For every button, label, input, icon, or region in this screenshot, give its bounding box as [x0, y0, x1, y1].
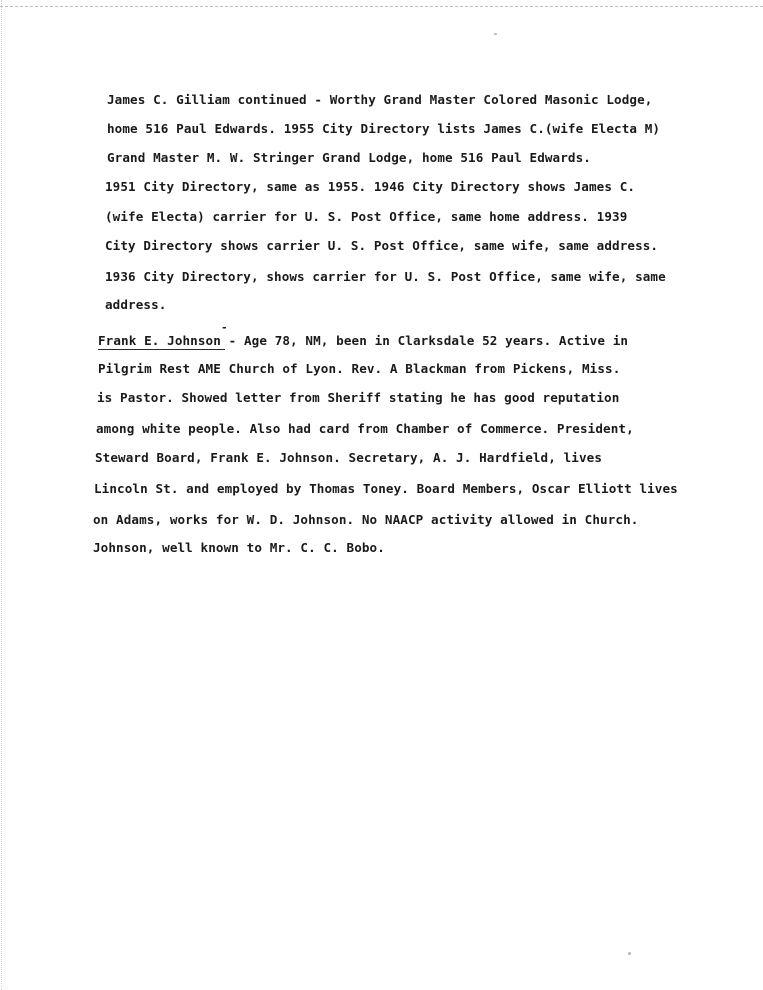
text-line: Pilgrim Rest AME Church of Lyon. Rev. A Blackman from Pickens, Miss. [98, 361, 621, 376]
text-line: address. [105, 297, 167, 312]
text-line: James C. Gilliam continued - Worthy Grand Master Colored Masonic Lodge, [107, 92, 653, 107]
text-line-rest: - Age 78, NM, been in Clarksdale 52 years. Active in [220, 333, 629, 348]
caret-insert-icon: - [221, 321, 228, 334]
text-line: Lincoln St. and employed by Thomas Toney. Board Members, Oscar Elliott lives [94, 481, 678, 496]
scan-speck [494, 33, 497, 35]
text-line: (wife Electa) carrier for U. S. Post Office, same home address. 1939 [105, 209, 628, 224]
scan-top-edge [0, 0, 763, 7]
text-line: is Pastor. Showed letter from Sheriff stating he has good reputation [97, 390, 620, 405]
text-line: on Adams, works for W. D. Johnson. No NAACP activity allowed in Church. [93, 512, 639, 527]
text-line: Johnson, well known to Mr. C. C. Bobo. [93, 540, 385, 555]
text-line-first [98, 333, 628, 349]
scan-left-edge [1, 0, 4, 990]
text-line: Steward Board, Frank E. Johnson. Secretary, A. J. Hardfield, lives [95, 450, 603, 465]
text-line: 1951 City Directory, same as 1955. 1946 City Directory shows James C. [105, 179, 636, 194]
scan-speck [628, 952, 631, 955]
text-line: among white people. Also had card from Chamber of Commerce. President, [96, 421, 634, 436]
text-line: City Directory shows carrier U. S. Post Office, same wife, same address. [105, 238, 659, 253]
subject-name: Frank E. Johnson [98, 333, 221, 348]
text-line: home 516 Paul Edwards. 1955 City Directory lists James C.(wife Electa M) [107, 121, 661, 136]
text-line: 1936 City Directory, shows carrier for U. S. Post Office, same wife, same [105, 269, 666, 284]
text-line: Grand Master M. W. Stringer Grand Lodge, home 516 Paul Edwards. [107, 150, 591, 165]
